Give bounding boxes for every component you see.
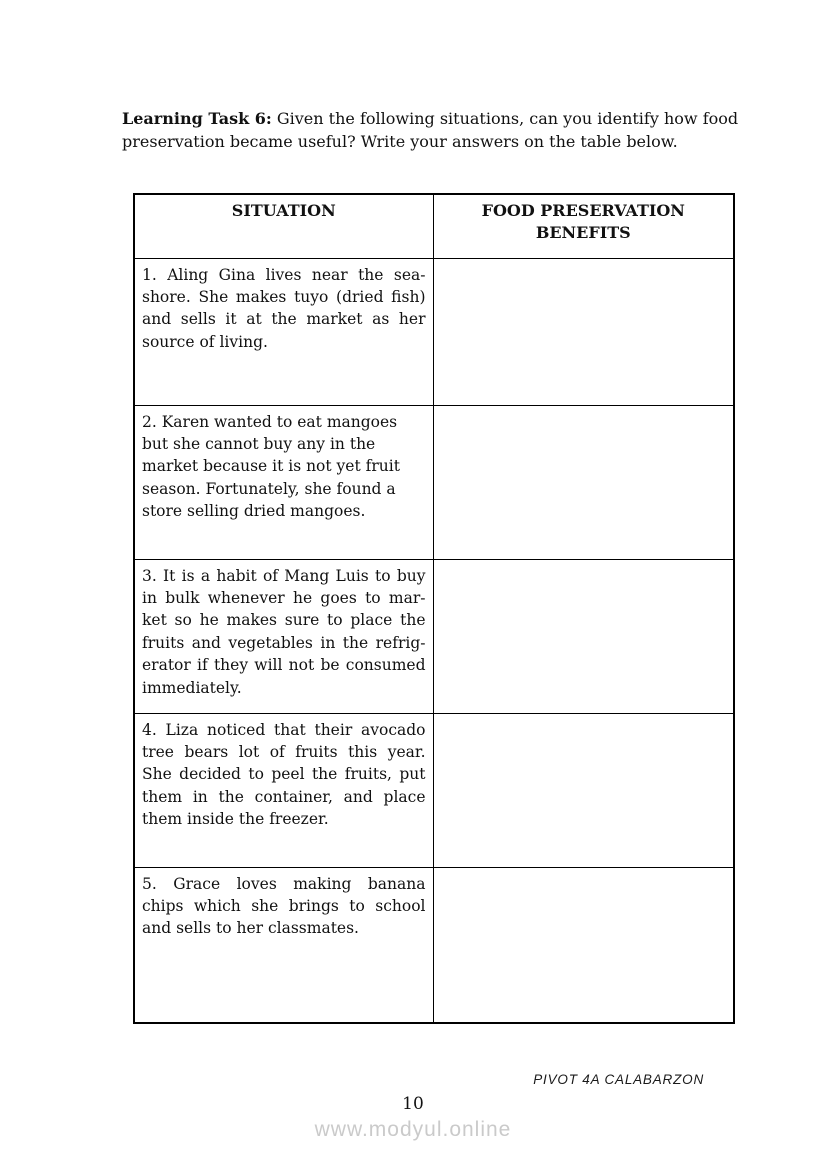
- situation-line: 1. Aling Gina lives near the sea-: [142, 265, 426, 284]
- task-heading-rest: Given the following situations, can you identify how food: [271, 109, 739, 128]
- situation-line: but she cannot buy any in the: [142, 434, 376, 453]
- situation-line: and sells it at the market as her: [142, 310, 426, 329]
- worksheet-table: [133, 193, 735, 1024]
- situation-line: fruits and vegetables in the refrig-: [142, 633, 426, 652]
- table-row: [134, 867, 734, 1023]
- benefit-answer-cell: [433, 713, 734, 867]
- page-number: 10: [402, 1094, 424, 1114]
- situation-header: SITUATION: [134, 194, 433, 258]
- benefits-header: FOOD PRESERVATION BENEFITS: [433, 194, 734, 258]
- table-row: [134, 713, 734, 867]
- situation-line: 5. Grace loves making banana: [142, 874, 426, 893]
- situation-cell: [134, 559, 433, 713]
- worksheet-table-container: [133, 193, 735, 1024]
- task-heading-line2: preservation became useful? Write your answers on the table below.: [122, 132, 678, 151]
- situation-line: immediately.: [142, 678, 242, 697]
- table-header: [134, 194, 734, 258]
- situation-line: chips which she brings to school: [142, 896, 426, 915]
- situation-line: source of living.: [142, 332, 268, 351]
- task-heading-bold: Learning Task 6:: [122, 109, 272, 128]
- situation-line: market because it is not yet fruit: [142, 457, 400, 476]
- situation-line: store selling dried mangoes.: [142, 502, 366, 521]
- footer-brand: PIVOT 4A CALABARZON: [533, 1072, 704, 1087]
- situation-line: them in the container, and place: [142, 787, 426, 806]
- situation-line: and sells to her classmates.: [142, 919, 359, 938]
- table-body: [134, 258, 734, 1023]
- table-row: [134, 559, 734, 713]
- situation-line: tree bears lot of fruits this year.: [142, 742, 426, 761]
- situation-line: in bulk whenever he goes to mar-: [142, 588, 426, 607]
- situation-line: erator if they will not be consumed: [142, 656, 426, 675]
- situation-line: 4. Liza noticed that their avocado: [142, 720, 426, 739]
- situation-line: 2. Karen wanted to eat mangoes: [142, 412, 398, 431]
- task-heading-line1: [122, 107, 762, 130]
- situation-cell: [134, 713, 433, 867]
- header-row: [134, 194, 734, 258]
- situation-line: ket so he makes sure to place the: [142, 611, 426, 630]
- situation-line: shore. She makes tuyo (dried fish): [142, 287, 426, 306]
- situation-cell: [134, 258, 433, 405]
- situation-line: season. Fortunately, she found a: [142, 479, 396, 498]
- situation-cell: [134, 405, 433, 559]
- benefit-answer-cell: [433, 559, 734, 713]
- table-row: [134, 258, 734, 405]
- situation-line: 3. It is a habit of Mang Luis to buy: [142, 566, 426, 585]
- situation-line: She decided to peel the fruits, put: [142, 765, 426, 784]
- task-heading: [122, 107, 762, 153]
- benefit-answer-cell: [433, 258, 734, 405]
- situation-cell: [134, 867, 433, 1023]
- table-row: [134, 405, 734, 559]
- benefit-answer-cell: [433, 405, 734, 559]
- benefit-answer-cell: [433, 867, 734, 1023]
- situation-line: them inside the freezer.: [142, 810, 329, 829]
- watermark: www.modyul.online: [314, 1118, 512, 1141]
